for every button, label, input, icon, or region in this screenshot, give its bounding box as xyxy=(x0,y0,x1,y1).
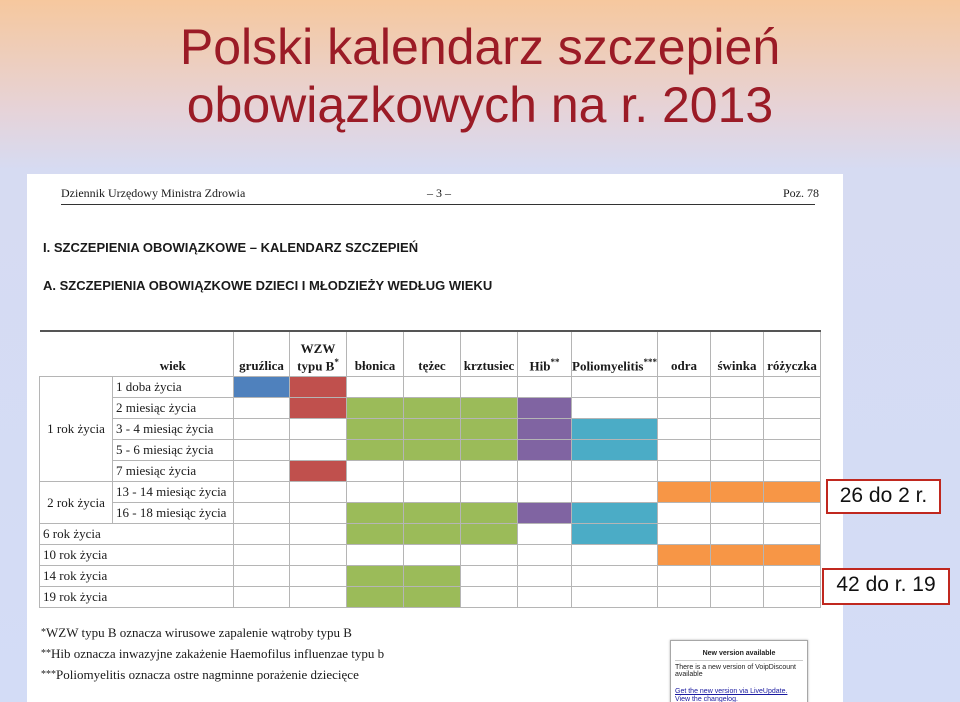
age-label: 13 - 14 miesiąc życia xyxy=(113,482,234,503)
group-label: 1 rok życia xyxy=(40,377,113,482)
header-krztusiec: krztusiec xyxy=(461,331,518,377)
slide-title-line1: Polski kalendarz szczepień xyxy=(179,19,781,75)
age-label: 10 rok życia xyxy=(40,545,234,566)
dose-cell xyxy=(461,440,518,461)
age-label: 6 rok życia xyxy=(40,524,234,545)
doc-header-page: – 3 – xyxy=(427,186,451,200)
dose-cell xyxy=(404,587,461,608)
dose-cell xyxy=(461,398,518,419)
dose-cell xyxy=(658,545,711,566)
dose-cell xyxy=(518,503,572,524)
header-odra: odra xyxy=(658,331,711,377)
age-label: 1 doba życia xyxy=(113,377,234,398)
dose-cell xyxy=(711,545,764,566)
header-polio: Poliomyelitis*** xyxy=(572,331,658,377)
table-row xyxy=(40,587,821,608)
age-label: 5 - 6 miesiąc życia xyxy=(113,440,234,461)
doc-header-rule xyxy=(61,204,815,205)
dose-cell xyxy=(572,503,658,524)
dose-cell xyxy=(347,566,404,587)
callout-mmr-age: 26 do 2 r. xyxy=(826,479,941,514)
dose-cell xyxy=(404,524,461,545)
table-row xyxy=(40,440,821,461)
dose-cell xyxy=(518,440,572,461)
dose-cell xyxy=(347,419,404,440)
dose-cell xyxy=(461,419,518,440)
table-row xyxy=(40,566,821,587)
age-label: 2 miesiąc życia xyxy=(113,398,234,419)
slide-title-line2: obowiązkowych na r. 2013 xyxy=(186,77,774,133)
dose-cell xyxy=(572,524,658,545)
header-rozyczka: różyczka xyxy=(764,331,821,377)
slide-title xyxy=(0,18,960,134)
header-swinka: świnka xyxy=(711,331,764,377)
age-label: 19 rok życia xyxy=(40,587,234,608)
group-label: 2 rok życia xyxy=(40,482,113,524)
dose-cell xyxy=(764,545,821,566)
footnote-wzw: *WZW typu B oznacza wirusowe zapalenie wątroby typu B xyxy=(41,625,352,640)
dose-cell xyxy=(461,524,518,545)
dose-cell xyxy=(290,398,347,419)
dose-cell xyxy=(347,587,404,608)
dose-cell xyxy=(658,482,711,503)
callout-dt-age: 42 do r. 19 xyxy=(822,568,950,605)
header-blonica: błonica xyxy=(347,331,404,377)
doc-header-journal: Dziennik Urzędowy Ministra Zdrowia xyxy=(61,186,246,200)
document-scan xyxy=(27,174,843,702)
popup-title: New version available xyxy=(702,650,776,657)
dose-cell xyxy=(404,440,461,461)
dose-cell xyxy=(518,419,572,440)
section-a-heading: A. SZCZEPIENIA OBOWIĄZKOWE DZIECI I MŁODZIEŻY WEDŁUG WIEKU xyxy=(43,278,493,293)
dose-cell xyxy=(290,377,347,398)
dose-cell xyxy=(347,398,404,419)
dose-cell xyxy=(234,377,290,398)
vaccination-schedule-table xyxy=(39,330,821,608)
table-row xyxy=(40,503,821,524)
table-row xyxy=(40,398,821,419)
table-row xyxy=(40,377,821,398)
header-gruzlica: gruźlica xyxy=(234,331,290,377)
age-label: 7 miesiąc życia xyxy=(113,461,234,482)
dose-cell xyxy=(711,482,764,503)
popup-update-link[interactable]: Get the new version via LiveUpdate. xyxy=(675,688,788,695)
table-row xyxy=(40,524,821,545)
footnote-polio: ***Poliomyelitis oznacza ostre nagminne porażenie dziecięce xyxy=(41,667,359,682)
table-row xyxy=(40,545,821,566)
dose-cell xyxy=(404,419,461,440)
dose-cell xyxy=(404,398,461,419)
table-header-row xyxy=(40,331,821,377)
age-label: 3 - 4 miesiąc życia xyxy=(113,419,234,440)
popup-changelog-link[interactable]: View the changelog. xyxy=(675,696,738,702)
age-label: 14 rok życia xyxy=(40,566,234,587)
section-i-heading: I. SZCZEPIENIA OBOWIĄZKOWE – KALENDARZ SZCZEPIEŃ xyxy=(43,240,419,255)
dose-cell xyxy=(347,524,404,545)
header-wzw: WZW typu B* xyxy=(290,331,347,377)
table-row xyxy=(40,461,821,482)
dose-cell xyxy=(572,440,658,461)
dose-cell xyxy=(518,398,572,419)
dose-cell xyxy=(347,440,404,461)
dose-cell xyxy=(404,503,461,524)
age-label: 16 - 18 miesiąc życia xyxy=(113,503,234,524)
table-row xyxy=(40,419,821,440)
dose-cell xyxy=(461,503,518,524)
dose-cell xyxy=(572,419,658,440)
dose-cell xyxy=(404,566,461,587)
footnotes xyxy=(41,622,384,685)
header-wiek: wiek xyxy=(113,331,234,377)
header-hib: Hib** xyxy=(518,331,572,377)
dose-cell xyxy=(764,482,821,503)
footnote-hib: **Hib oznacza inwazyjne zakażenie Haemofilus influenzae typu b xyxy=(41,646,385,661)
update-notification-popup[interactable] xyxy=(670,640,808,702)
dose-cell xyxy=(290,461,347,482)
table-row xyxy=(40,482,821,503)
header-tezec: tężec xyxy=(404,331,461,377)
doc-header-position: Poz. 78 xyxy=(783,186,819,200)
dose-cell xyxy=(347,503,404,524)
popup-body: There is a new version of VoipDiscount available xyxy=(675,660,803,678)
